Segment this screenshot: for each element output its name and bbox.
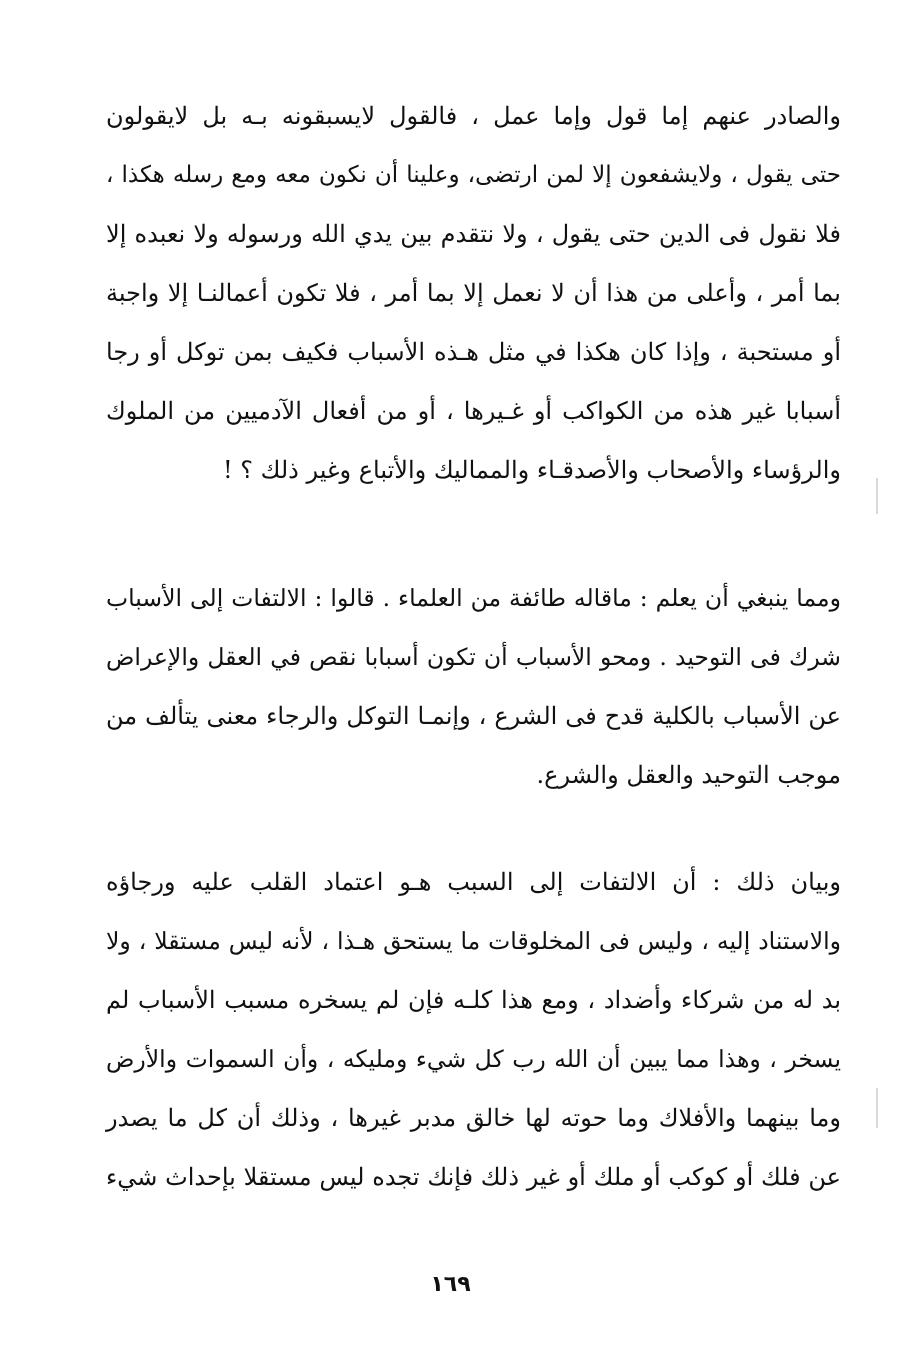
text-line: بما أمر ، وأعلى من هذا أن لا نعمل إلا بما أمر ، فلا تكون أعمالنـا إلا واجبة xyxy=(106,279,841,307)
text-line: أو مستحبة ، وإذا كان هكذا في مثل هـذه الأسباب فكيف بمن توكل أو رجا xyxy=(106,338,841,366)
text-line: حتى يقول ، ولايشفعون إلا لمن ارتضى، وعلينا أن نكون معه ومع رسله هكذا ، xyxy=(106,162,841,188)
text-line: بد له من شركاء وأضداد ، ومع هذا كلـه فإن لم يسخره مسبب الأسباب لم xyxy=(106,986,841,1014)
paragraph-2 xyxy=(106,578,841,814)
text-line: يسخر ، وهذا مما يبين أن الله رب كل شيء ومليكه ، وأن السموات والأرض xyxy=(106,1045,841,1073)
scan-margin-mark xyxy=(876,478,878,514)
text-line: عن الأسباب بالكلية قدح فى الشرع ، وإنمـا التوكل والرجاء معنى يتألف من xyxy=(106,702,841,730)
text-line: ومما ينبغي أن يعلم : ماقاله طائفة من العلماء . قالوا : الالتفات إلى الأسباب xyxy=(106,584,841,612)
text-line: وما بينهما والأفلاك وما حوته لها خالق مدبر غيرها ، وذلك أن كل ما يصدر xyxy=(106,1104,841,1132)
paragraph-1 xyxy=(106,96,841,509)
paragraph-3 xyxy=(106,862,841,1216)
scan-margin-mark xyxy=(876,1088,878,1128)
text-line: عن فلك أو كوكب أو ملك أو غير ذلك فإنك تجده ليس مستقلا بإحداث شيء xyxy=(106,1163,841,1191)
text-line: موجب التوحيد والعقل والشرع. xyxy=(536,761,841,789)
text-line: أسبابا غير هذه من الكواكب أو غـيرها ، أو من أفعال الآدميين من الملوك xyxy=(106,397,841,425)
text-line: والاستناد إليه ، وليس فى المخلوقات ما يستحق هـذا ، لأنه ليس مستقلا ، ولا xyxy=(106,927,841,955)
text-line: والرؤساء والأصحاب والأصدقـاء والمماليك والأتباع وغير ذلك ؟ ! xyxy=(222,456,841,484)
text-line: والصادر عنهم إما قول وإما عمل ، فالقول لايسبقونه بـه بل لايقولون xyxy=(106,102,841,130)
text-line: فلا نقول فى الدين حتى يقول ، ولا نتقدم بين يدي الله ورسوله ولا نعبده إلا xyxy=(106,220,841,248)
text-line: شرك فى التوحيد . ومحو الأسباب أن تكون أسبابا نقص في العقل والإعراض xyxy=(106,643,841,671)
page-number: ١٦٩ xyxy=(430,1272,471,1297)
text-line: وبيان ذلك : أن الالتفات إلى السبب هـو اعتماد القلب عليه ورجاؤه xyxy=(106,868,841,896)
